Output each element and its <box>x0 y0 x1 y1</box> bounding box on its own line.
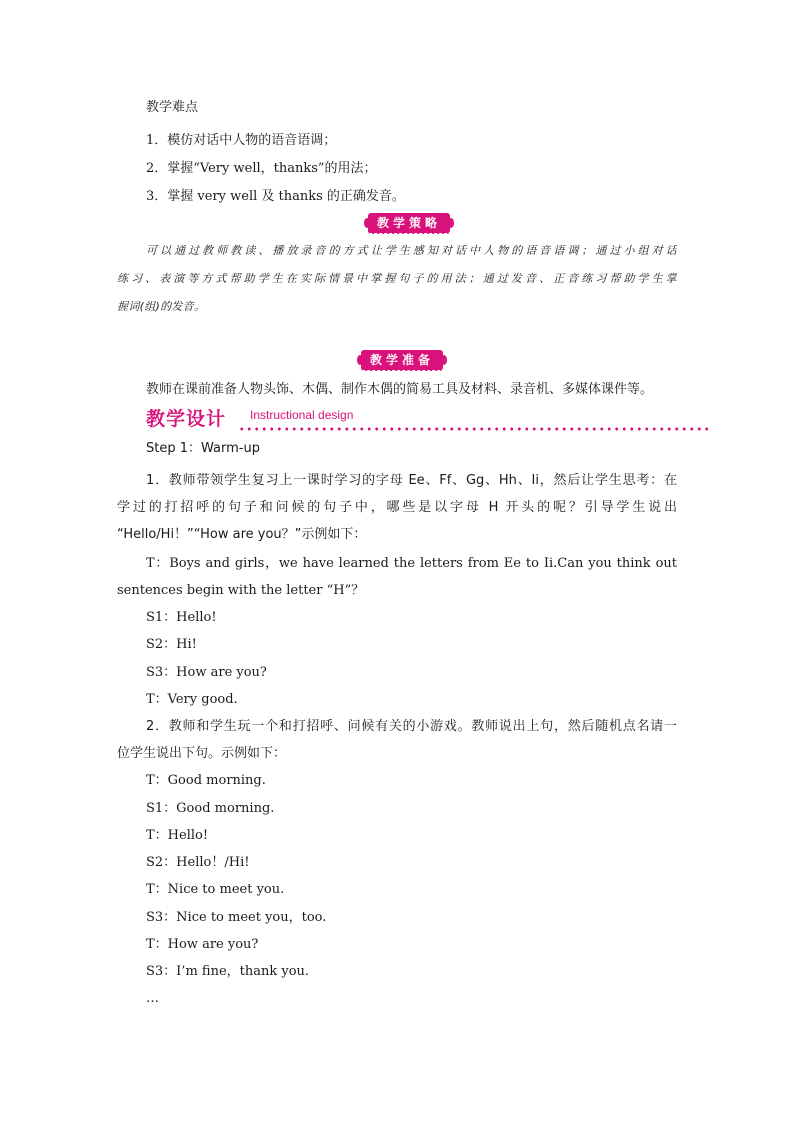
dotted-divider <box>238 427 708 431</box>
ellipsis: … <box>146 991 159 1006</box>
strategy-badge: 教学策略 <box>368 213 450 234</box>
dialogue-line: S2：Hello！/Hi! <box>146 855 250 870</box>
teacher-line: T：Boys and girls，we have learned the letters from Ee to Ii.Can you think out <box>146 556 677 571</box>
dialogue-line: S2：Hi! <box>146 637 197 652</box>
difficulty-item: 3．掌握 very well 及 thanks 的正确发音。 <box>146 189 405 204</box>
dialogue-line: S3：How are you? <box>146 665 267 680</box>
difficulty-heading: 教学难点 <box>146 100 199 115</box>
item1-line: 学过的打招呼的句子和问候的句子中，哪些是以字母 H 开头的呢？引导学生说出 <box>117 500 677 515</box>
design-title-en: Instructional design <box>250 408 354 422</box>
item1-line: “Hello/Hi！”“How are you？”示例如下： <box>117 527 367 542</box>
design-title-cn: 教学设计 <box>146 408 227 430</box>
item2-line: 2．教师和学生玩一个和打招呼、问候有关的小游戏。教师说出上句，然后随机点名请一 <box>146 719 677 734</box>
dialogue-line: T：How are you? <box>146 937 259 952</box>
dialogue-line: S3：I’m fine，thank you. <box>146 964 310 979</box>
dialogue-line: T：Good morning. <box>146 773 266 788</box>
preparation-badge: 教学准备 <box>361 350 443 371</box>
preparation-text: 教师在课前准备人物头饰、木偶、制作木偶的简易工具及材料、录音机、多媒体课件等。 <box>146 382 654 397</box>
dialogue-line: S1：Hello! <box>146 610 217 625</box>
item1-line: 1．教师带领学生复习上一课时学习的字母 Ee、Ff、Gg、Hh、Ii，然后让学生思考：在 <box>146 473 677 488</box>
dialogue-line: T：Nice to meet you. <box>146 882 285 897</box>
strategy-line: 可以通过教师教读、播放录音的方式让学生感知对话中人物的语音语调；通过小组对话 <box>146 244 677 257</box>
step-heading: Step 1：Warm-up <box>146 441 260 456</box>
teacher-line: sentences begin with the letter “H”？ <box>117 583 365 598</box>
dialogue-line: S3：Nice to meet you，too. <box>146 910 327 925</box>
dialogue-line: T：Hello! <box>146 828 209 843</box>
strategy-line: 练习、表演等方式帮助学生在实际情景中掌握句子的用法；通过发音、正音练习帮助学生掌 <box>117 272 677 285</box>
difficulty-item: 2．掌握“Very well，thanks”的用法； <box>146 161 377 176</box>
dialogue-line: S1：Good morning. <box>146 801 275 816</box>
item2-line: 位学生说出下句。示例如下： <box>117 746 287 761</box>
strategy-line: 握词(组)的发音。 <box>117 300 206 313</box>
difficulty-item: 1．模仿对话中人物的语音语调； <box>146 133 337 148</box>
dialogue-line: T：Very good. <box>146 692 238 707</box>
